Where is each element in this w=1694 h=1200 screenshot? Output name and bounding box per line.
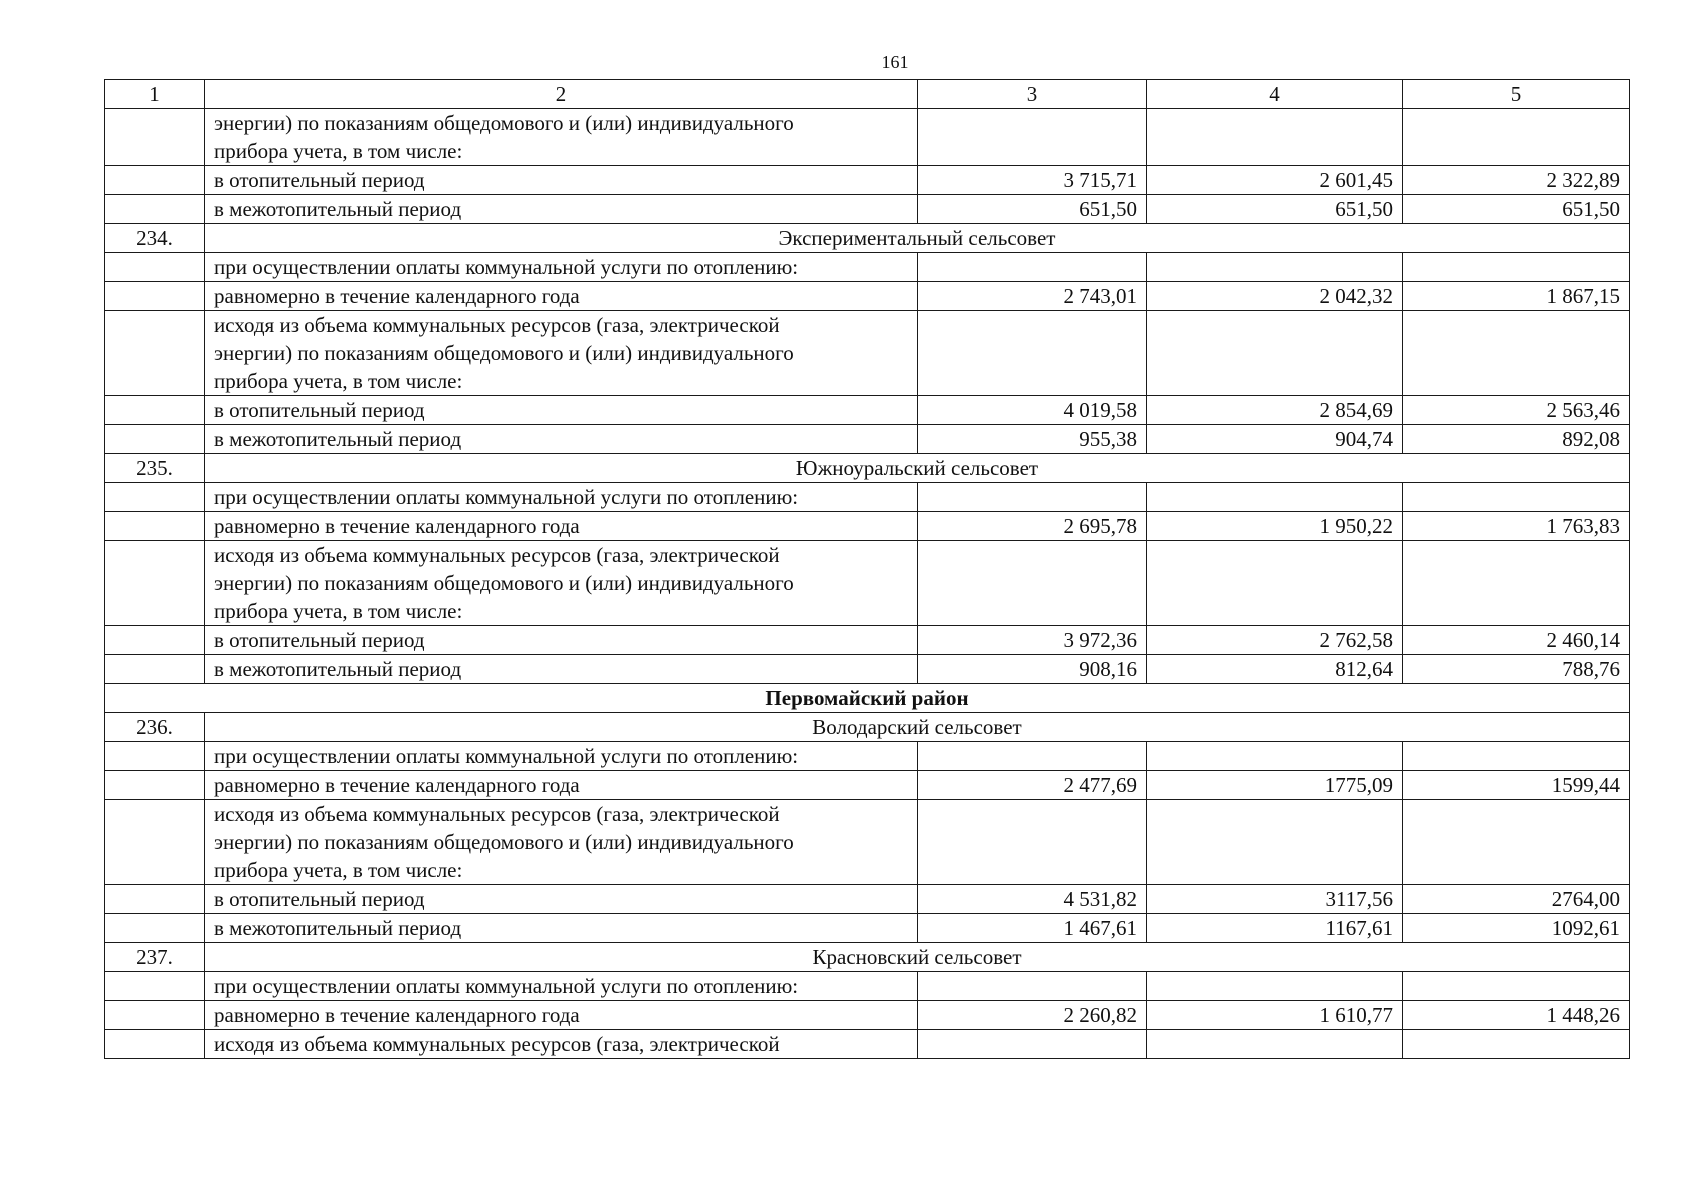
value-col-4: 2 601,45 bbox=[1147, 166, 1403, 195]
value-col-3 bbox=[918, 109, 1147, 166]
section-header-row bbox=[105, 713, 1630, 742]
table-row bbox=[105, 166, 1630, 195]
value-col-5 bbox=[1403, 541, 1630, 626]
value-col-5 bbox=[1403, 311, 1630, 396]
row-description: равномерно в течение календарного года bbox=[205, 282, 918, 311]
row-number bbox=[105, 885, 205, 914]
value-col-4: 904,74 bbox=[1147, 425, 1403, 454]
table-row bbox=[105, 253, 1630, 282]
value-col-3: 955,38 bbox=[918, 425, 1147, 454]
row-description: при осуществлении оплаты коммунальной услуги по отоплению: bbox=[205, 253, 918, 282]
value-col-3: 4 531,82 bbox=[918, 885, 1147, 914]
table-row bbox=[105, 425, 1630, 454]
row-description: энергии) по показаниям общедомового и (или) индивидуального прибора учета, в том числе: bbox=[205, 109, 918, 166]
value-col-3: 2 695,78 bbox=[918, 512, 1147, 541]
value-col-5: 2 322,89 bbox=[1403, 166, 1630, 195]
row-number: 234. bbox=[105, 224, 205, 253]
value-col-5: 788,76 bbox=[1403, 655, 1630, 684]
row-number bbox=[105, 166, 205, 195]
value-col-5 bbox=[1403, 1030, 1630, 1059]
row-number bbox=[105, 972, 205, 1001]
section-header-row bbox=[105, 943, 1630, 972]
value-col-4: 2 854,69 bbox=[1147, 396, 1403, 425]
table-row bbox=[105, 483, 1630, 512]
row-description: исходя из объема коммунальных ресурсов (газа, электрической bbox=[205, 1030, 918, 1059]
value-col-5 bbox=[1403, 253, 1630, 282]
row-number bbox=[105, 253, 205, 282]
value-col-3: 3 715,71 bbox=[918, 166, 1147, 195]
table-row bbox=[105, 1001, 1630, 1030]
row-number bbox=[105, 541, 205, 626]
row-description: в отопительный период bbox=[205, 885, 918, 914]
value-col-3 bbox=[918, 1030, 1147, 1059]
value-col-3: 3 972,36 bbox=[918, 626, 1147, 655]
region-title: Первомайский район bbox=[105, 684, 1630, 713]
row-description: в отопительный период bbox=[205, 396, 918, 425]
row-number bbox=[105, 483, 205, 512]
value-col-3: 4 019,58 bbox=[918, 396, 1147, 425]
row-number bbox=[105, 512, 205, 541]
value-col-4 bbox=[1147, 541, 1403, 626]
value-col-4: 2 042,32 bbox=[1147, 282, 1403, 311]
value-col-4: 1 610,77 bbox=[1147, 1001, 1403, 1030]
value-col-3: 651,50 bbox=[918, 195, 1147, 224]
value-col-3: 2 477,69 bbox=[918, 771, 1147, 800]
table-row bbox=[105, 195, 1630, 224]
value-col-4 bbox=[1147, 109, 1403, 166]
row-number bbox=[105, 914, 205, 943]
value-col-5 bbox=[1403, 109, 1630, 166]
region-header-row bbox=[105, 684, 1630, 713]
table-row bbox=[105, 396, 1630, 425]
row-description: при осуществлении оплаты коммунальной услуги по отоплению: bbox=[205, 742, 918, 771]
row-number bbox=[105, 311, 205, 396]
value-col-4 bbox=[1147, 483, 1403, 512]
row-description: исходя из объема коммунальных ресурсов (газа, электрической энергии) по показаниям общедомового и (или) индивидуального прибора учета, в том числе: bbox=[205, 541, 918, 626]
table-row bbox=[105, 800, 1630, 885]
table-row bbox=[105, 655, 1630, 684]
value-col-5: 651,50 bbox=[1403, 195, 1630, 224]
row-description: при осуществлении оплаты коммунальной услуги по отоплению: bbox=[205, 972, 918, 1001]
row-number bbox=[105, 742, 205, 771]
value-col-4: 1 950,22 bbox=[1147, 512, 1403, 541]
value-col-5 bbox=[1403, 742, 1630, 771]
row-number bbox=[105, 396, 205, 425]
column-header-5: 5 bbox=[1403, 80, 1630, 109]
row-number bbox=[105, 425, 205, 454]
value-col-4: 1775,09 bbox=[1147, 771, 1403, 800]
row-description: в отопительный период bbox=[205, 166, 918, 195]
value-col-3: 2 260,82 bbox=[918, 1001, 1147, 1030]
value-col-4: 3117,56 bbox=[1147, 885, 1403, 914]
value-col-5: 1 867,15 bbox=[1403, 282, 1630, 311]
table-body bbox=[105, 80, 1630, 1059]
table-row bbox=[105, 742, 1630, 771]
column-header-4: 4 bbox=[1147, 80, 1403, 109]
table-row bbox=[105, 1030, 1630, 1059]
value-col-3: 2 743,01 bbox=[918, 282, 1147, 311]
row-description: равномерно в течение календарного года bbox=[205, 512, 918, 541]
table-row bbox=[105, 541, 1630, 626]
row-description: в отопительный период bbox=[205, 626, 918, 655]
column-header-1: 1 bbox=[105, 80, 205, 109]
value-col-3 bbox=[918, 541, 1147, 626]
table-row bbox=[105, 885, 1630, 914]
value-col-5: 2764,00 bbox=[1403, 885, 1630, 914]
tariff-table bbox=[104, 79, 1630, 1059]
table-row bbox=[105, 914, 1630, 943]
value-col-4 bbox=[1147, 972, 1403, 1001]
value-col-4 bbox=[1147, 800, 1403, 885]
row-description: равномерно в течение календарного года bbox=[205, 771, 918, 800]
row-number bbox=[105, 195, 205, 224]
section-header-row bbox=[105, 454, 1630, 483]
value-col-4: 651,50 bbox=[1147, 195, 1403, 224]
value-col-3 bbox=[918, 483, 1147, 512]
section-title: Южноуральский сельсовет bbox=[205, 454, 1630, 483]
row-number bbox=[105, 626, 205, 655]
row-number bbox=[105, 771, 205, 800]
value-col-4 bbox=[1147, 1030, 1403, 1059]
value-col-4: 812,64 bbox=[1147, 655, 1403, 684]
column-number-header-row bbox=[105, 80, 1630, 109]
section-header-row bbox=[105, 224, 1630, 253]
value-col-3 bbox=[918, 800, 1147, 885]
value-col-3 bbox=[918, 742, 1147, 771]
row-description: в межотопительный период bbox=[205, 195, 918, 224]
row-description: в межотопительный период bbox=[205, 655, 918, 684]
row-number: 235. bbox=[105, 454, 205, 483]
value-col-5: 2 460,14 bbox=[1403, 626, 1630, 655]
value-col-3 bbox=[918, 972, 1147, 1001]
value-col-5: 1092,61 bbox=[1403, 914, 1630, 943]
value-col-5: 1599,44 bbox=[1403, 771, 1630, 800]
column-header-3: 3 bbox=[918, 80, 1147, 109]
row-number bbox=[105, 282, 205, 311]
table-row bbox=[105, 626, 1630, 655]
value-col-5 bbox=[1403, 972, 1630, 1001]
table-row bbox=[105, 771, 1630, 800]
row-number bbox=[105, 1030, 205, 1059]
value-col-3: 1 467,61 bbox=[918, 914, 1147, 943]
row-description: в межотопительный период bbox=[205, 914, 918, 943]
row-number bbox=[105, 655, 205, 684]
section-title: Володарский сельсовет bbox=[205, 713, 1630, 742]
table-row bbox=[105, 311, 1630, 396]
value-col-3 bbox=[918, 311, 1147, 396]
table-row bbox=[105, 109, 1630, 166]
row-description: в межотопительный период bbox=[205, 425, 918, 454]
row-description: равномерно в течение календарного года bbox=[205, 1001, 918, 1030]
row-number bbox=[105, 1001, 205, 1030]
section-title: Экспериментальный сельсовет bbox=[205, 224, 1630, 253]
page-number: 161 bbox=[881, 52, 909, 72]
row-number: 236. bbox=[105, 713, 205, 742]
value-col-4: 1167,61 bbox=[1147, 914, 1403, 943]
value-col-4 bbox=[1147, 742, 1403, 771]
value-col-5: 1 448,26 bbox=[1403, 1001, 1630, 1030]
row-description: исходя из объема коммунальных ресурсов (газа, электрической энергии) по показаниям общедомового и (или) индивидуального прибора учета, в том числе: bbox=[205, 800, 918, 885]
value-col-5: 2 563,46 bbox=[1403, 396, 1630, 425]
value-col-4: 2 762,58 bbox=[1147, 626, 1403, 655]
value-col-5: 892,08 bbox=[1403, 425, 1630, 454]
row-number bbox=[105, 109, 205, 166]
value-col-3 bbox=[918, 253, 1147, 282]
value-col-5 bbox=[1403, 483, 1630, 512]
table-row bbox=[105, 512, 1630, 541]
row-number: 237. bbox=[105, 943, 205, 972]
section-title: Красновский сельсовет bbox=[205, 943, 1630, 972]
value-col-4 bbox=[1147, 253, 1403, 282]
row-description: исходя из объема коммунальных ресурсов (газа, электрической энергии) по показаниям общедомового и (или) индивидуального прибора учета, в том числе: bbox=[205, 311, 918, 396]
value-col-4 bbox=[1147, 311, 1403, 396]
row-number bbox=[105, 800, 205, 885]
row-description: при осуществлении оплаты коммунальной услуги по отоплению: bbox=[205, 483, 918, 512]
value-col-3: 908,16 bbox=[918, 655, 1147, 684]
value-col-5: 1 763,83 bbox=[1403, 512, 1630, 541]
table-row bbox=[105, 282, 1630, 311]
table-row bbox=[105, 972, 1630, 1001]
column-header-2: 2 bbox=[205, 80, 918, 109]
value-col-5 bbox=[1403, 800, 1630, 885]
